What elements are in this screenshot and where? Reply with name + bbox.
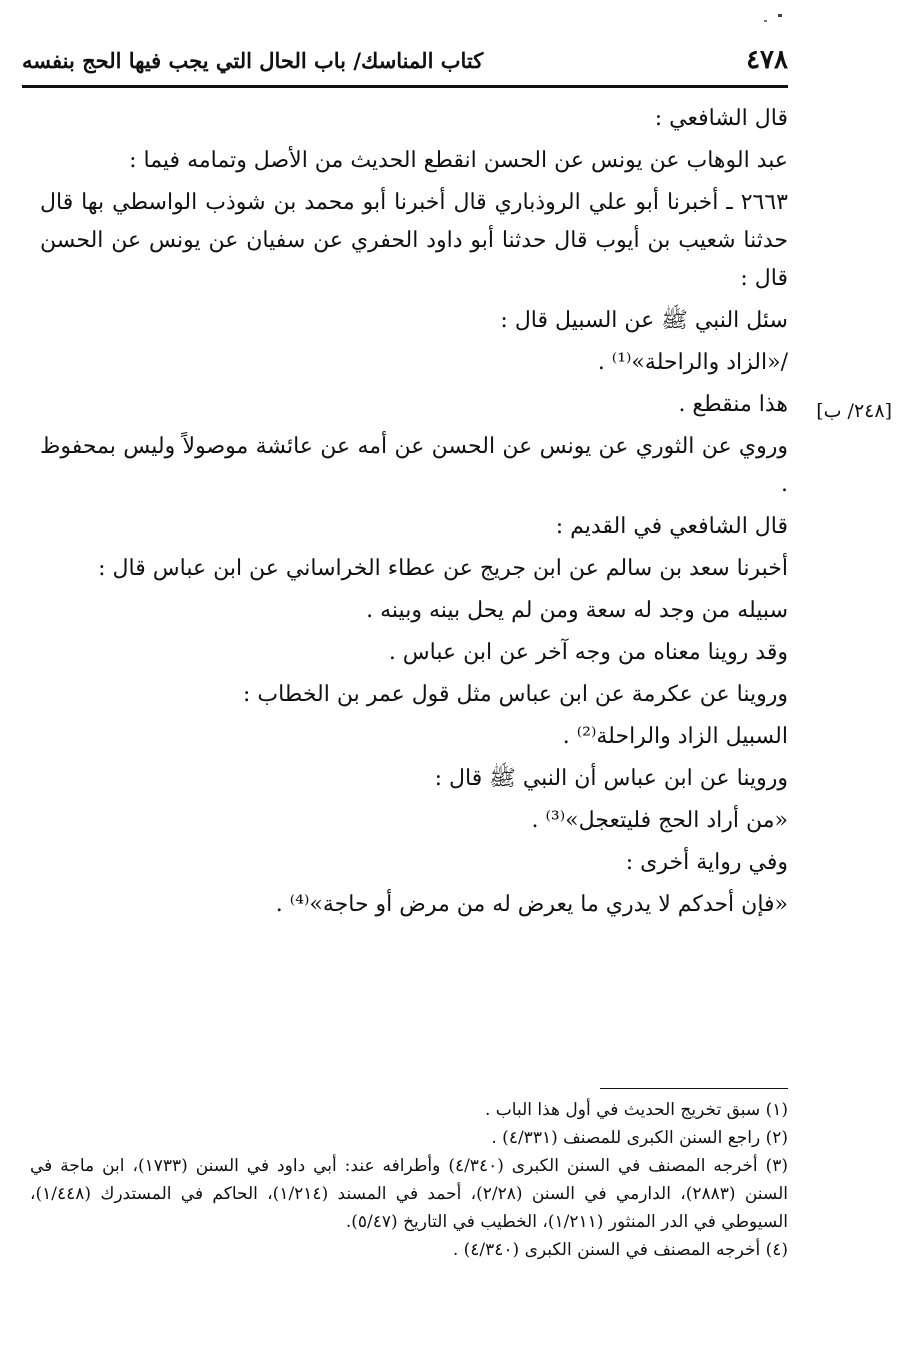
paragraph: السبيل الزاد والراحلة⁽²⁾ . bbox=[562, 724, 788, 749]
paragraph: سبيله من وجد له سعة ومن لم يحل بينه وبينه . bbox=[366, 598, 788, 623]
hadith-paragraph: ٢٦٦٣ ـ أخبرنا أبو علي الروذباري قال أخبرنا أبو محمد بن شوذب الواسطي بها قال حدثنا شعيب بن أيوب قال حدثنا أبو داود الحفري عن سفيان عن يونس عن الحسن قال : bbox=[40, 190, 788, 291]
paragraph: وروي عن الثوري عن يونس عن الحسن عن أمه عن عائشة موصولاً وليس بمحفوظ . bbox=[40, 434, 788, 497]
paragraph: هذا منقطع . bbox=[678, 392, 788, 417]
paragraph: سئل النبي ﷺ عن السبيل قال : bbox=[500, 308, 788, 333]
footnote: (٤) أخرجه المصنف في السنن الكبرى (٤/٣٤٠) . bbox=[452, 1240, 788, 1260]
paragraph: «من أراد الحج فليتعجل»⁽³⁾ . bbox=[531, 808, 788, 833]
footnote: (١) سبق تخريج الحديث في أول هذا الباب . bbox=[484, 1100, 788, 1120]
paragraph: وقد روينا معناه من وجه آخر عن ابن عباس . bbox=[388, 640, 788, 665]
paragraph: قال الشافعي في القديم : bbox=[555, 514, 788, 539]
margin-folio-note: [٢٤٨/ ب] bbox=[816, 400, 892, 422]
paragraph: وفي رواية أخرى : bbox=[625, 850, 788, 875]
footnote: (٣) أخرجه المصنف في السنن الكبرى (٤/٣٤٠) وأطرافه عند: أبي داود في السنن (١٧٣٣)، ابن ماجة في السنن (٢٨٨٣)، الدارمي في السنن (٢/٢٨)، أحمد في المسند (١/٢١٤)، الحاكم في المستدرك (١/٤٤٨)، السيوطي في الدر المنثور (١/٢١١)، الخطيب في التاريخ (٥/٤٧). bbox=[30, 1156, 788, 1232]
paragraph: أخبرنا سعد بن سالم عن ابن جريج عن عطاء الخراساني عن ابن عباس قال : bbox=[98, 556, 788, 581]
paragraph: قال الشافعي : bbox=[654, 106, 788, 131]
print-speck bbox=[764, 20, 767, 22]
header-rule bbox=[22, 85, 788, 88]
paragraph: وروينا عن ابن عباس أن النبي ﷺ قال : bbox=[434, 766, 788, 791]
page-header bbox=[22, 36, 788, 84]
paragraph: وروينا عن عكرمة عن ابن عباس مثل قول عمر بن الخطاب : bbox=[242, 682, 788, 707]
paragraph: عبد الوهاب عن يونس عن الحسن انقطع الحديث من الأصل وتمامه فيما : bbox=[129, 148, 788, 173]
footnote: (٢) راجع السنن الكبرى للمصنف (٤/٣٣١) . bbox=[491, 1128, 788, 1148]
running-title: كتاب المناسك/ باب الحال التي يجب فيها الحج بنفسه bbox=[22, 47, 484, 73]
footnote-rule bbox=[600, 1088, 788, 1089]
main-text bbox=[40, 100, 788, 928]
print-speck bbox=[778, 14, 782, 17]
paragraph: /«الزاد والراحلة»⁽¹⁾ . bbox=[597, 350, 788, 375]
footnotes bbox=[30, 1096, 788, 1264]
page-number: ٤٧٨ bbox=[746, 45, 788, 75]
paragraph: «فإن أحدكم لا يدري ما يعرض له من مرض أو حاجة»⁽⁴⁾ . bbox=[275, 892, 788, 917]
